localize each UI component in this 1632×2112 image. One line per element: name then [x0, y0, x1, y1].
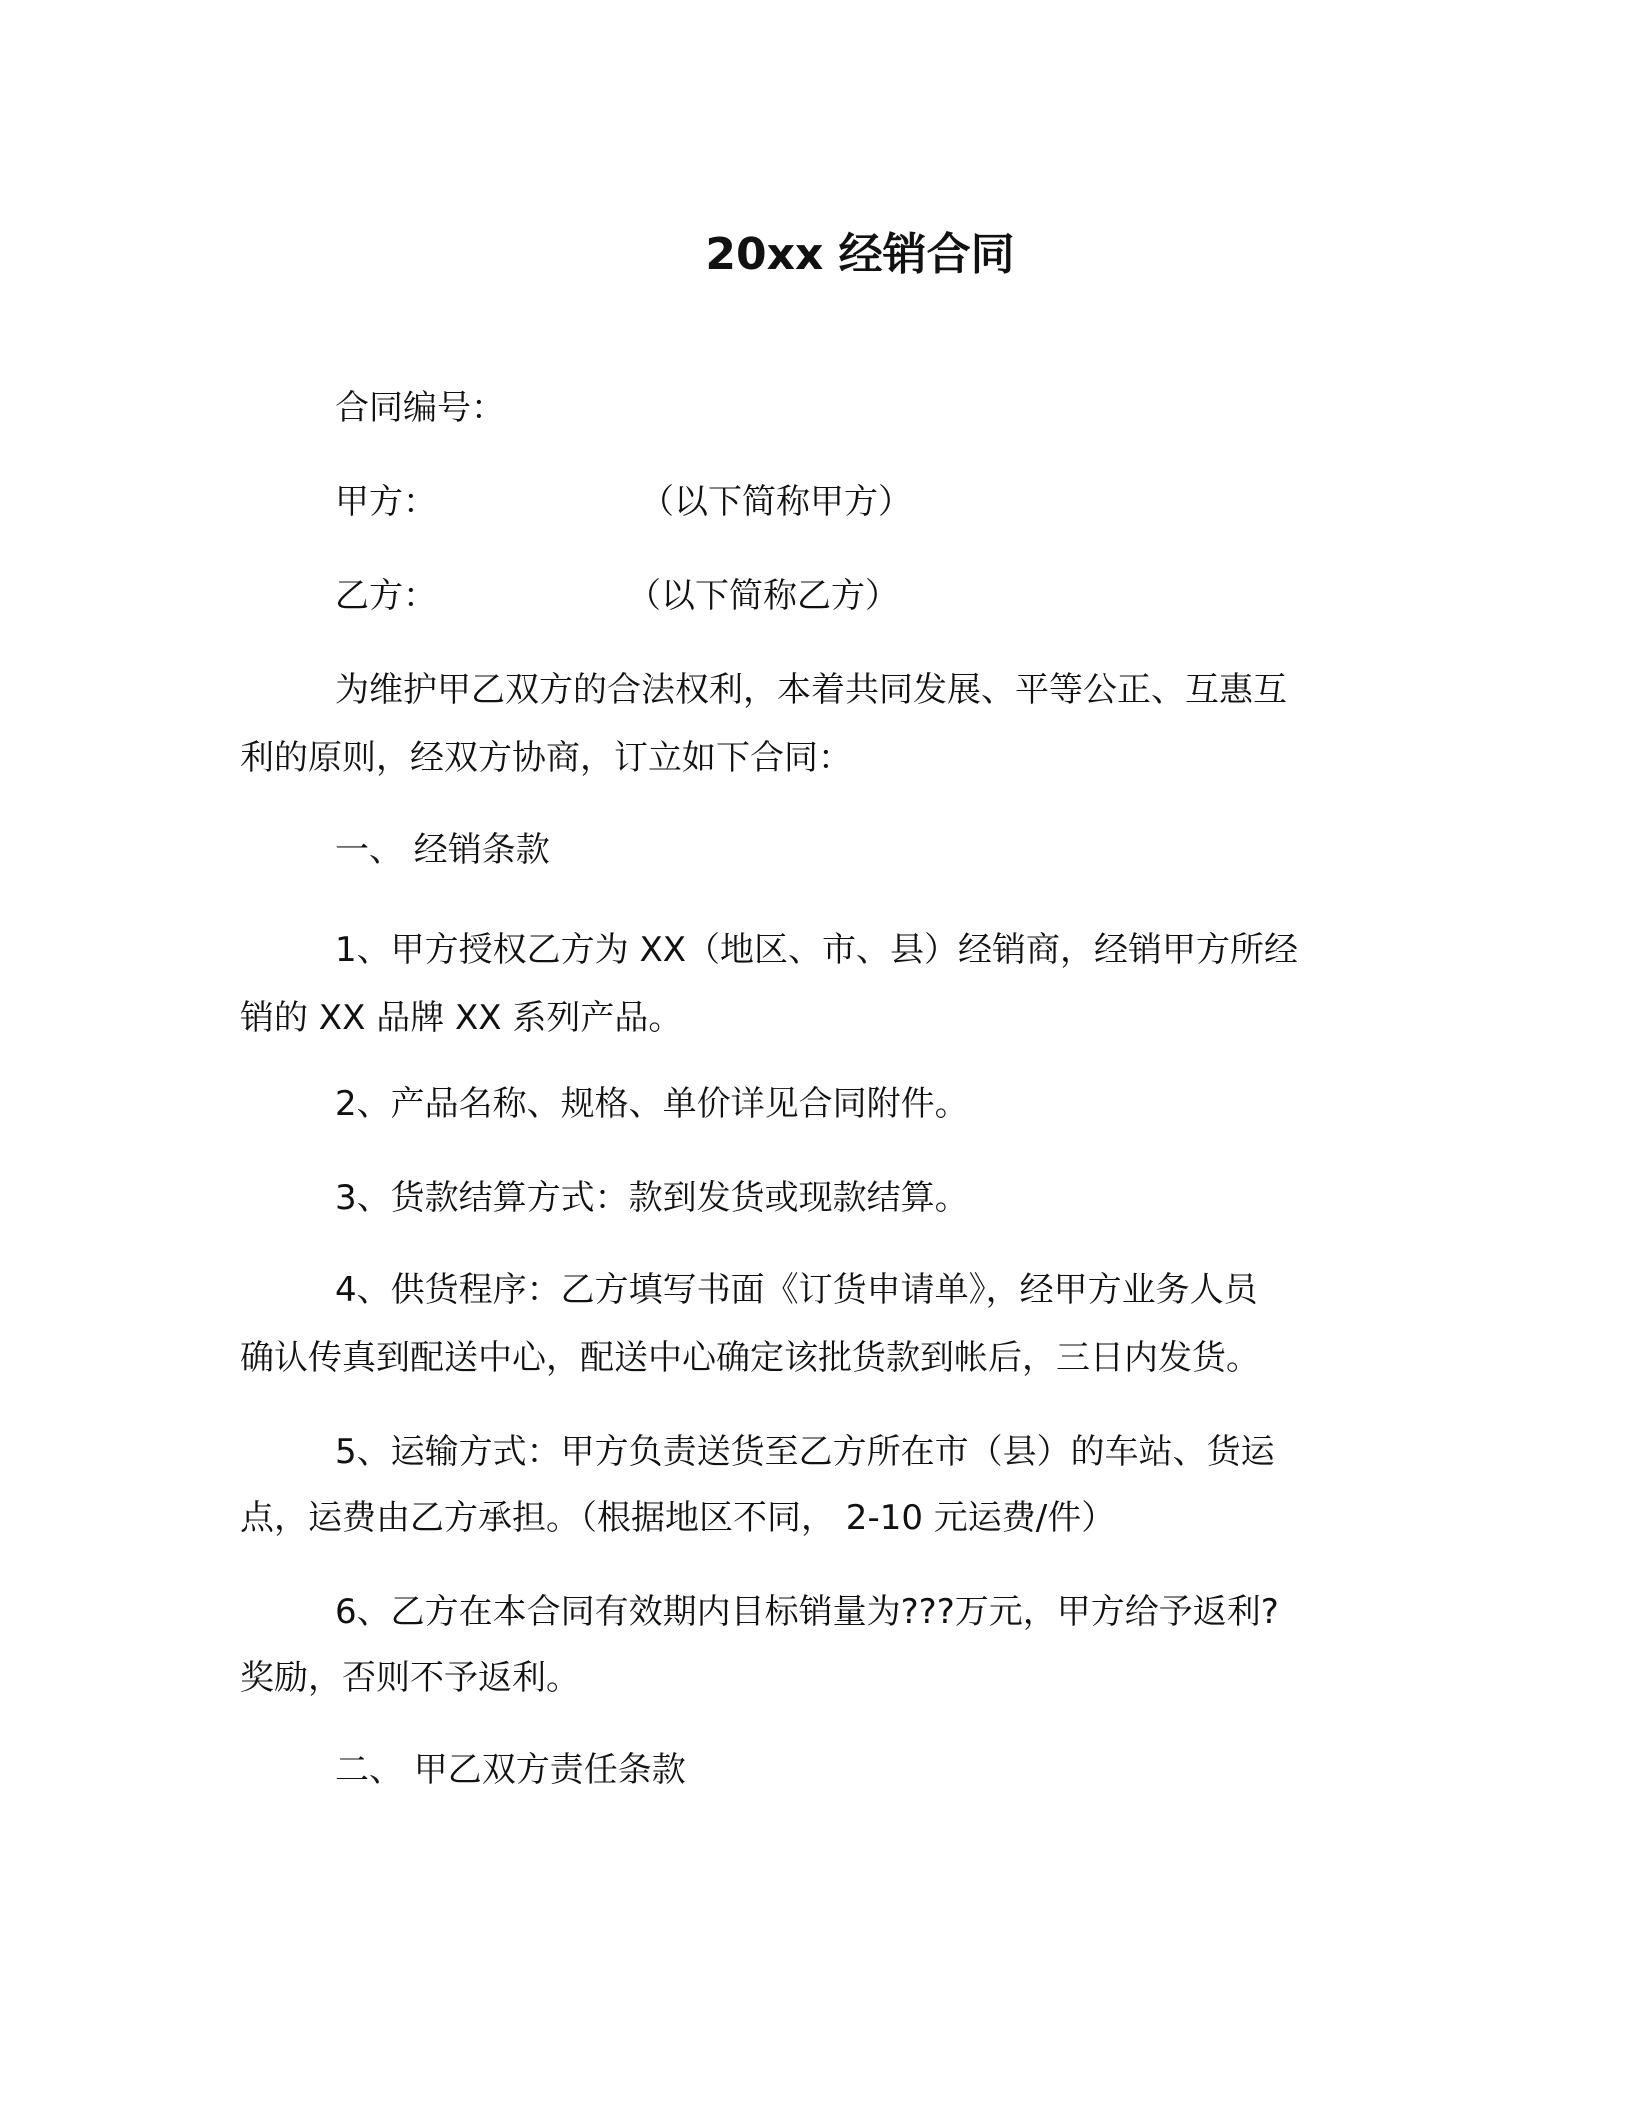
document-title: 20xx 经销合同 [705, 229, 1015, 280]
item-6-line-2: 奖励，否则不予返利。 [240, 1658, 580, 1698]
item-2: 2、产品名称、规格、单价详见合同附件。 [335, 1084, 969, 1124]
item-5-line-2: 点，运费由乙方承担。（根据地区不同， 2-10 元运费/件） [240, 1498, 1116, 1538]
item-4-line-1: 4、供货程序：乙方填写书面《订货申请单》，经甲方业务人员 [335, 1270, 1258, 1310]
party-b-note: （以下简称乙方） [627, 576, 899, 616]
item-5-line-1: 5、运输方式：甲方负责送货至乙方所在市（县）的车站、货运 [335, 1432, 1275, 1472]
party-b-label: 乙方： [335, 576, 437, 616]
intro-line-1: 为维护甲乙双方的合法权利，本着共同发展、平等公正、互惠互 [335, 670, 1287, 710]
party-a-label: 甲方： [335, 482, 437, 522]
section-1-heading: 一、 经销条款 [335, 830, 550, 870]
item-4-line-2: 确认传真到配送中心，配送中心确定该批货款到帐后，三日内发货。 [240, 1338, 1260, 1378]
item-6-line-1: 6、乙方在本合同有效期内目标销量为???万元，甲方给予返利? [335, 1592, 1279, 1632]
item-1-line-1: 1、甲方授权乙方为 XX（地区、市、县）经销商，经销甲方所经 [335, 930, 1299, 970]
intro-line-2: 利的原则，经双方协商，订立如下合同： [240, 738, 852, 778]
contract-number-label: 合同编号： [335, 388, 505, 428]
item-3: 3、货款结算方式：款到发货或现款结算。 [335, 1178, 969, 1218]
section-2-heading: 二、 甲乙双方责任条款 [335, 1750, 686, 1790]
item-1-line-2: 销的 XX 品牌 XX 系列产品。 [240, 998, 683, 1038]
party-a-note: （以下简称甲方） [640, 482, 912, 522]
